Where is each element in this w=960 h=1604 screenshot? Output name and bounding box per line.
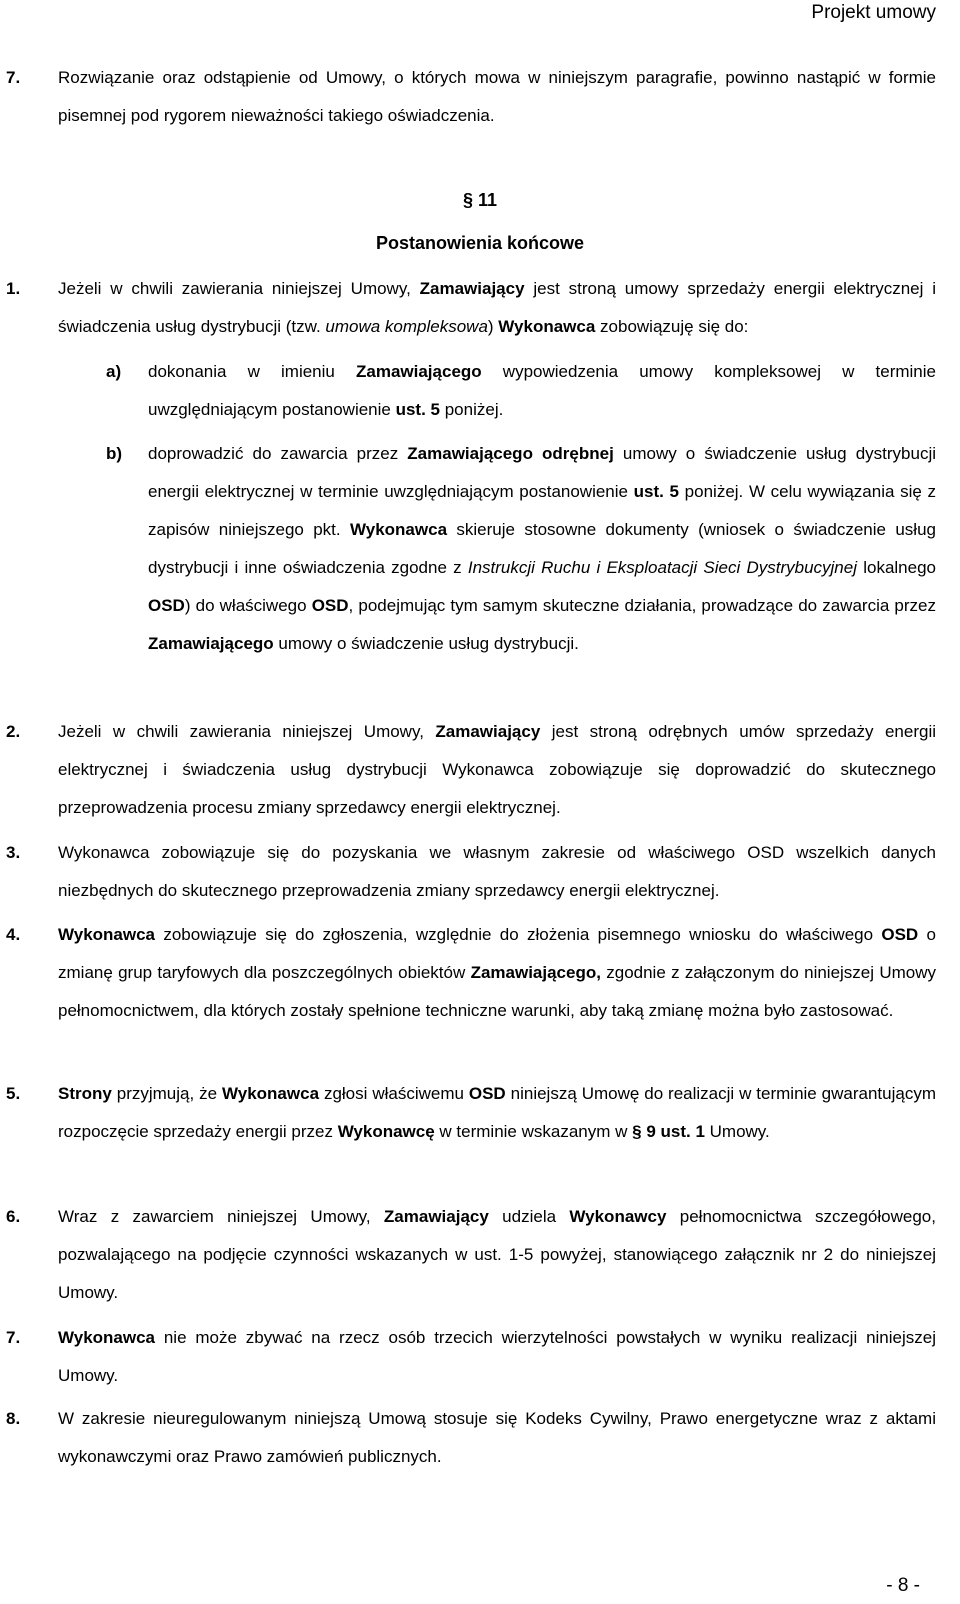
p1b-item: [106, 435, 936, 663]
p6-number: 6.: [6, 1207, 21, 1226]
p1a-item: [106, 353, 936, 429]
p6-paragraph: Wraz z zawarciem niniejszej Umowy, Zamawiający udziela Wykonawcy pełnomocnictwa szczegółowego, pozwalającego na podjęcie czynności wskazanych w ust. 1-5 powyżej, stanowiącego załącznik nr 2 do niniejszej Umowy.: [58, 1207, 936, 1302]
p1b-text: doprowadzić do zawarcia przez Zamawiającego odrębnej umowy o świadczenie usług dystrybucji energii elektrycznej w terminie uwzględniającym postanowienie ust. 5 poniżej. W celu wywiązania się z zapisów niniejszego pkt. Wykonawca skieruje stosowne dokumenty (wniosek o świadczenie usług dystrybucji i inne oświadczenia zgodne z Instrukcji Ruchu i Eksploatacji Sieci Dystrybucyjnej lokalnego OSD) do właściwego OSD, podejmując tym samym skuteczne działania, prowadzące do zawarcia przez Zamawiającego umowy o świadczenie usług dystrybucji.: [148, 444, 936, 653]
p4-number: 4.: [6, 925, 21, 944]
p1-number: 1.: [6, 279, 21, 298]
intro-number: 7.: [6, 68, 21, 87]
p3-number: 3.: [6, 843, 21, 862]
p2-paragraph: Jeżeli w chwili zawierania niniejszej Umowy, Zamawiający jest stroną odrębnych umów sprzedaży energii elektrycznej i świadczenia usług dystrybucji Wykonawca zobowiązuje się doprowadzić do skutecznego przeprowadzenia procesu zmiany sprzedawcy energii elektrycznej.: [58, 722, 937, 817]
p1-paragraph: Jeżeli w chwili zawierania niniejszej Umowy, Zamawiający jest stroną umowy sprzedaży energii elektrycznej i świadczenia usług dystrybucji (tzw. umowa kompleksowa) Wykonawca zobowiązuję się do:: [58, 279, 936, 336]
p1a-label: a): [106, 362, 122, 381]
p5-number: 5.: [6, 1084, 21, 1103]
p1a-text: dokonania w imieniu Zamawiającego wypowiedzenia umowy kompleksowej w terminie uwzględniającym postanowienie ust. 5 poniżej.: [148, 362, 936, 419]
p7-number: 7.: [6, 1328, 21, 1347]
p7-paragraph: Wykonawca nie może zbywać na rzecz osób trzecich wierzytelności powstałych w wyniku realizacji niniejszej Umowy.: [58, 1328, 936, 1385]
p8-paragraph: W zakresie nieuregulowanym niniejszą Umową stosuje się Kodeks Cywilny, Prawo energetyczne wraz z aktami wykonawczymi oraz Prawo zamówień publicznych.: [58, 1409, 936, 1466]
section-title: Postanowienia końcowe: [375, 233, 585, 253]
p4-paragraph: Wykonawca zobowiązuje się do zgłoszenia, względnie do złożenia pisemnego wniosku do właściwego OSD o zmianę grup taryfowych dla poszczególnych obiektów Zamawiającego, zgodnie z załączonym do niniejszej Umowy pełnomocnictwem, dla których zostały spełnione techniczne warunki, aby taką zmianę można było zastosować.: [58, 925, 937, 1020]
intro-paragraph: Rozwiązanie oraz odstąpienie od Umowy, o których mowa w niniejszym paragrafie, powinno nastąpić w formie pisemnej pod rygorem nieważności takiego oświadczenia.: [58, 68, 936, 125]
header-title: Projekt umowy: [811, 2, 936, 23]
page-number: - 8 -: [886, 1575, 920, 1596]
p3-paragraph: Wykonawca zobowiązuje się do pozyskania we własnym zakresie od właściwego OSD wszelkich danych niezbędnych do skutecznego przeprowadzenia zmiany sprzedawcy energii elektrycznej.: [58, 843, 936, 900]
p5-paragraph: Strony przyjmują, że Wykonawca zgłosi właściwemu OSD niniejszą Umowę do realizacji w terminie gwarantującym rozpoczęcie sprzedaży energii przez Wykonawcę w terminie wskazanym w § 9 ust. 1 Umowy.: [58, 1084, 936, 1141]
p1b-label: b): [106, 444, 123, 463]
p2-number: 2.: [6, 722, 21, 741]
section-symbol: § 11: [462, 190, 498, 210]
p8-number: 8.: [6, 1409, 21, 1428]
